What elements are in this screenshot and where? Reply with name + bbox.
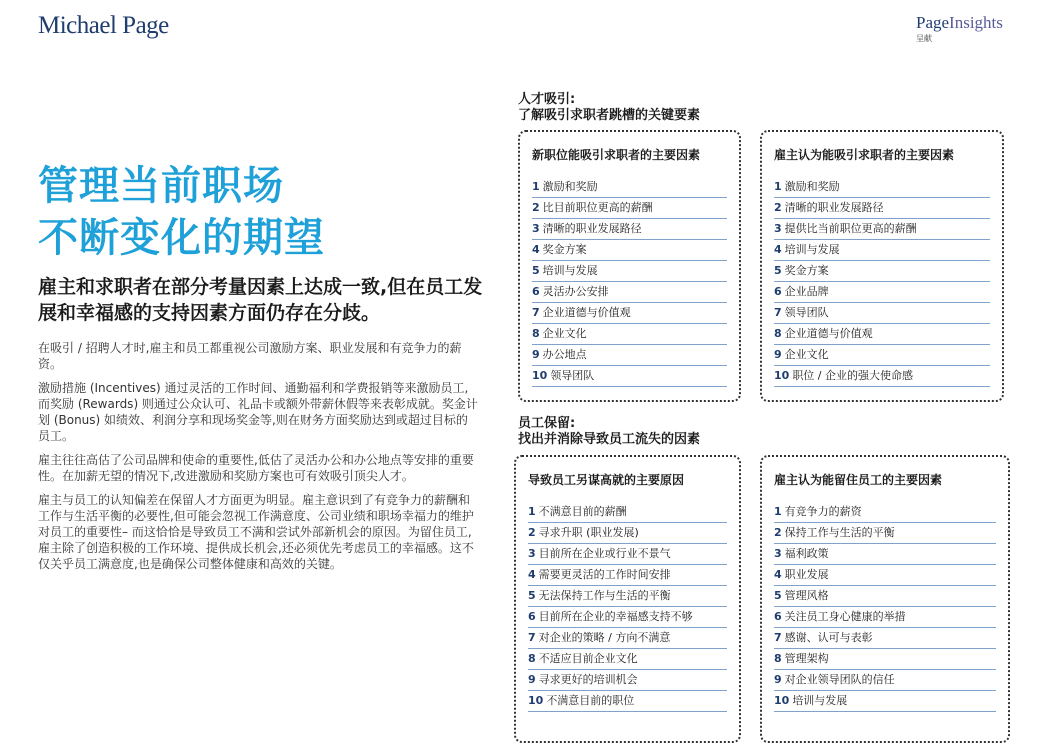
item-text: 办公地点 xyxy=(542,348,587,361)
page-insights-logo xyxy=(916,14,1003,44)
item-number: 6 xyxy=(532,285,540,298)
item-text: 培训与发展 xyxy=(792,694,848,707)
list-item xyxy=(528,691,727,712)
list-item xyxy=(528,628,727,649)
item-text: 奖金方案 xyxy=(542,243,587,256)
list-item xyxy=(774,198,990,219)
list-item xyxy=(774,544,996,565)
item-number: 10 xyxy=(532,369,548,382)
box-title: 雇主认为能吸引求职者的主要因素 xyxy=(774,148,955,162)
item-number: 6 xyxy=(774,610,782,623)
factor-list xyxy=(532,177,727,387)
item-text: 激励和奖励 xyxy=(784,180,840,193)
list-item xyxy=(532,261,727,282)
item-number: 4 xyxy=(528,568,536,581)
list-item xyxy=(774,366,990,387)
item-text: 福利政策 xyxy=(784,547,829,560)
list-item xyxy=(774,523,996,544)
list-item xyxy=(774,261,990,282)
attraction-heading xyxy=(518,92,700,124)
page-insights-brand xyxy=(916,14,1003,32)
factor-list xyxy=(528,502,727,712)
item-number: 3 xyxy=(774,222,782,235)
list-item xyxy=(528,670,727,691)
box-title: 导致员工另谋高就的主要原因 xyxy=(528,473,685,487)
retention-heading-line-1: 员工保留: xyxy=(518,416,576,431)
candidate-attraction-box xyxy=(518,130,741,402)
list-item xyxy=(528,565,727,586)
item-number: 9 xyxy=(774,673,782,686)
item-number: 2 xyxy=(774,201,782,214)
list-item xyxy=(532,240,727,261)
logo-page-text: Page xyxy=(916,13,950,32)
item-text: 对企业的策略 / 方向不满意 xyxy=(538,631,671,644)
employee-leaving-box xyxy=(514,455,741,743)
attraction-heading-line-1: 人才吸引: xyxy=(518,92,576,107)
item-text: 比目前职位更高的薪酬 xyxy=(542,201,653,214)
list-item xyxy=(528,544,727,565)
item-text: 灵活办公安排 xyxy=(542,285,609,298)
item-text: 有竞争力的薪资 xyxy=(784,505,862,518)
list-item xyxy=(532,198,727,219)
item-text: 职业发展 xyxy=(784,568,829,581)
list-item xyxy=(532,324,727,345)
item-number: 3 xyxy=(528,547,536,560)
item-number: 1 xyxy=(774,505,782,518)
item-number: 4 xyxy=(532,243,540,256)
item-text: 不满意目前的职位 xyxy=(546,694,635,707)
item-text: 培训与发展 xyxy=(784,243,840,256)
box-title: 新职位能吸引求职者的主要因素 xyxy=(532,148,701,162)
box-title: 雇主认为能留住员工的主要因素 xyxy=(774,473,943,487)
list-item xyxy=(532,303,727,324)
list-item xyxy=(532,177,727,198)
list-item xyxy=(774,240,990,261)
list-item xyxy=(532,219,727,240)
item-number: 3 xyxy=(774,547,782,560)
item-number: 10 xyxy=(774,694,790,707)
list-item xyxy=(528,607,727,628)
employer-attraction-box xyxy=(760,130,1004,402)
paragraph-2: 激励措施 (Incentives) 通过灵活的工作时间、通勤福利和学费报销等来激励员工,而奖励 (Rewards) 则通过公众认可、礼品卡或额外带薪休假等来表彰成就。奖金计划 (Bonus) 如绩效、利润分享和现场奖金等,则在财务方面奖励达到或超过目标的员工。 xyxy=(38,381,478,443)
item-number: 7 xyxy=(774,306,782,319)
item-number: 3 xyxy=(532,222,540,235)
list-item xyxy=(774,607,996,628)
item-number: 5 xyxy=(528,589,536,602)
list-item xyxy=(528,586,727,607)
paragraph-1: 在吸引 / 招聘人才时,雇主和员工都重视公司激励方案、职业发展和有竞争力的薪资。 xyxy=(38,341,462,371)
factor-list xyxy=(774,177,990,387)
item-text: 企业道德与价值观 xyxy=(784,327,873,340)
list-item xyxy=(532,282,727,303)
item-number: 6 xyxy=(528,610,536,623)
item-text: 关注员工身心健康的举措 xyxy=(784,610,906,623)
item-number: 5 xyxy=(774,589,782,602)
list-item xyxy=(528,502,727,523)
item-text: 领导团队 xyxy=(784,306,829,319)
retention-heading xyxy=(518,416,700,448)
list-item xyxy=(528,523,727,544)
item-text: 目前所在企业或行业不景气 xyxy=(538,547,671,560)
item-number: 2 xyxy=(532,201,540,214)
item-text: 企业品牌 xyxy=(784,285,829,298)
logo-sub-text: 呈献 xyxy=(916,34,932,43)
item-text: 激励和奖励 xyxy=(542,180,598,193)
item-number: 7 xyxy=(774,631,782,644)
item-text: 感谢、认可与表彰 xyxy=(784,631,873,644)
item-text: 企业文化 xyxy=(542,327,587,340)
item-text: 不满意目前的薪酬 xyxy=(538,505,627,518)
item-number: 2 xyxy=(528,526,536,539)
item-number: 8 xyxy=(532,327,540,340)
attraction-heading-line-2: 了解吸引求职者跳槽的关键要素 xyxy=(518,108,701,123)
logo-insights-text: Insights xyxy=(949,13,1003,32)
item-number: 10 xyxy=(774,369,790,382)
item-number: 7 xyxy=(528,631,536,644)
list-item xyxy=(774,345,990,366)
employer-retention-box xyxy=(760,455,1010,743)
item-number: 5 xyxy=(532,264,540,277)
list-item xyxy=(774,586,996,607)
item-text: 无法保持工作与生活的平衡 xyxy=(538,589,671,602)
item-number: 2 xyxy=(774,526,782,539)
item-number: 1 xyxy=(528,505,536,518)
michael-page-logo: Michael Page xyxy=(38,12,169,39)
item-text: 目前所在企业的幸福感支持不够 xyxy=(538,610,693,623)
item-number: 5 xyxy=(774,264,782,277)
list-item xyxy=(774,282,990,303)
list-item xyxy=(774,219,990,240)
item-text: 对企业领导团队的信任 xyxy=(784,673,895,686)
item-number: 9 xyxy=(774,348,782,361)
list-item xyxy=(774,691,996,712)
item-text: 保持工作与生活的平衡 xyxy=(784,526,895,539)
item-text: 清晰的职业发展路径 xyxy=(784,201,884,214)
page-subtitle: 雇主和求职者在部分考量因素上达成一致,但在员工发展和幸福感的支持因素方面仍存在分歧。 xyxy=(38,276,483,324)
item-number: 9 xyxy=(532,348,540,361)
item-text: 清晰的职业发展路径 xyxy=(542,222,642,235)
item-number: 1 xyxy=(532,180,540,193)
item-text: 企业道德与价值观 xyxy=(542,306,631,319)
list-item xyxy=(774,649,996,670)
factor-list xyxy=(774,502,996,712)
body-text xyxy=(38,340,478,580)
list-item xyxy=(774,303,990,324)
item-number: 10 xyxy=(528,694,544,707)
item-number: 4 xyxy=(774,568,782,581)
list-item xyxy=(774,670,996,691)
item-number: 6 xyxy=(774,285,782,298)
item-text: 提供比当前职位更高的薪酬 xyxy=(784,222,917,235)
item-number: 1 xyxy=(774,180,782,193)
item-text: 培训与发展 xyxy=(542,264,598,277)
item-text: 职位 / 企业的强大使命感 xyxy=(792,369,914,382)
item-text: 管理风格 xyxy=(784,589,829,602)
item-number: 8 xyxy=(528,652,536,665)
list-item xyxy=(774,502,996,523)
retention-heading-line-2: 找出并消除导致员工流失的因素 xyxy=(518,432,701,447)
item-text: 奖金方案 xyxy=(784,264,829,277)
page-title xyxy=(38,160,325,264)
list-item xyxy=(774,177,990,198)
item-number: 8 xyxy=(774,327,782,340)
title-line-2: 不断变化的期望 xyxy=(38,215,325,261)
item-text: 寻求升职 (职业发展) xyxy=(538,526,639,539)
item-number: 4 xyxy=(774,243,782,256)
item-text: 领导团队 xyxy=(550,369,595,382)
paragraph-3: 雇主往往高估了公司品牌和使命的重要性,低估了灵活办公和办公地点等安排的重要性。在加薪无望的情况下,改进激励和奖励方案也可有效吸引顶尖人才。 xyxy=(38,453,474,483)
item-text: 寻求更好的培训机会 xyxy=(538,673,638,686)
paragraph-4: 雇主与员工的认知偏差在保留人才方面更为明显。雇主意识到了有竞争力的薪酬和工作与生活平衡的必要性,但可能会忽视工作满意度、公司业绩和职场幸福力的维护对员工的重要性– 而这恰恰是导致员工不满和尝试外部新机会的原因。为留住员工,雇主除了创造积极的工作环境、提供成长机会,还必须优先考虑员工的幸福感。这不仅关乎员工满意度,也是确保公司整体健康和高效的关键。 xyxy=(38,493,474,571)
item-text: 不适应目前企业文化 xyxy=(538,652,638,665)
list-item xyxy=(532,345,727,366)
item-number: 8 xyxy=(774,652,782,665)
list-item xyxy=(528,649,727,670)
item-text: 企业文化 xyxy=(784,348,829,361)
title-line-1: 管理当前职场 xyxy=(38,163,284,209)
list-item xyxy=(774,324,990,345)
item-text: 需要更灵活的工作时间安排 xyxy=(538,568,671,581)
list-item xyxy=(774,565,996,586)
item-text: 管理架构 xyxy=(784,652,829,665)
item-number: 7 xyxy=(532,306,540,319)
item-number: 9 xyxy=(528,673,536,686)
list-item xyxy=(774,628,996,649)
list-item xyxy=(532,366,727,387)
